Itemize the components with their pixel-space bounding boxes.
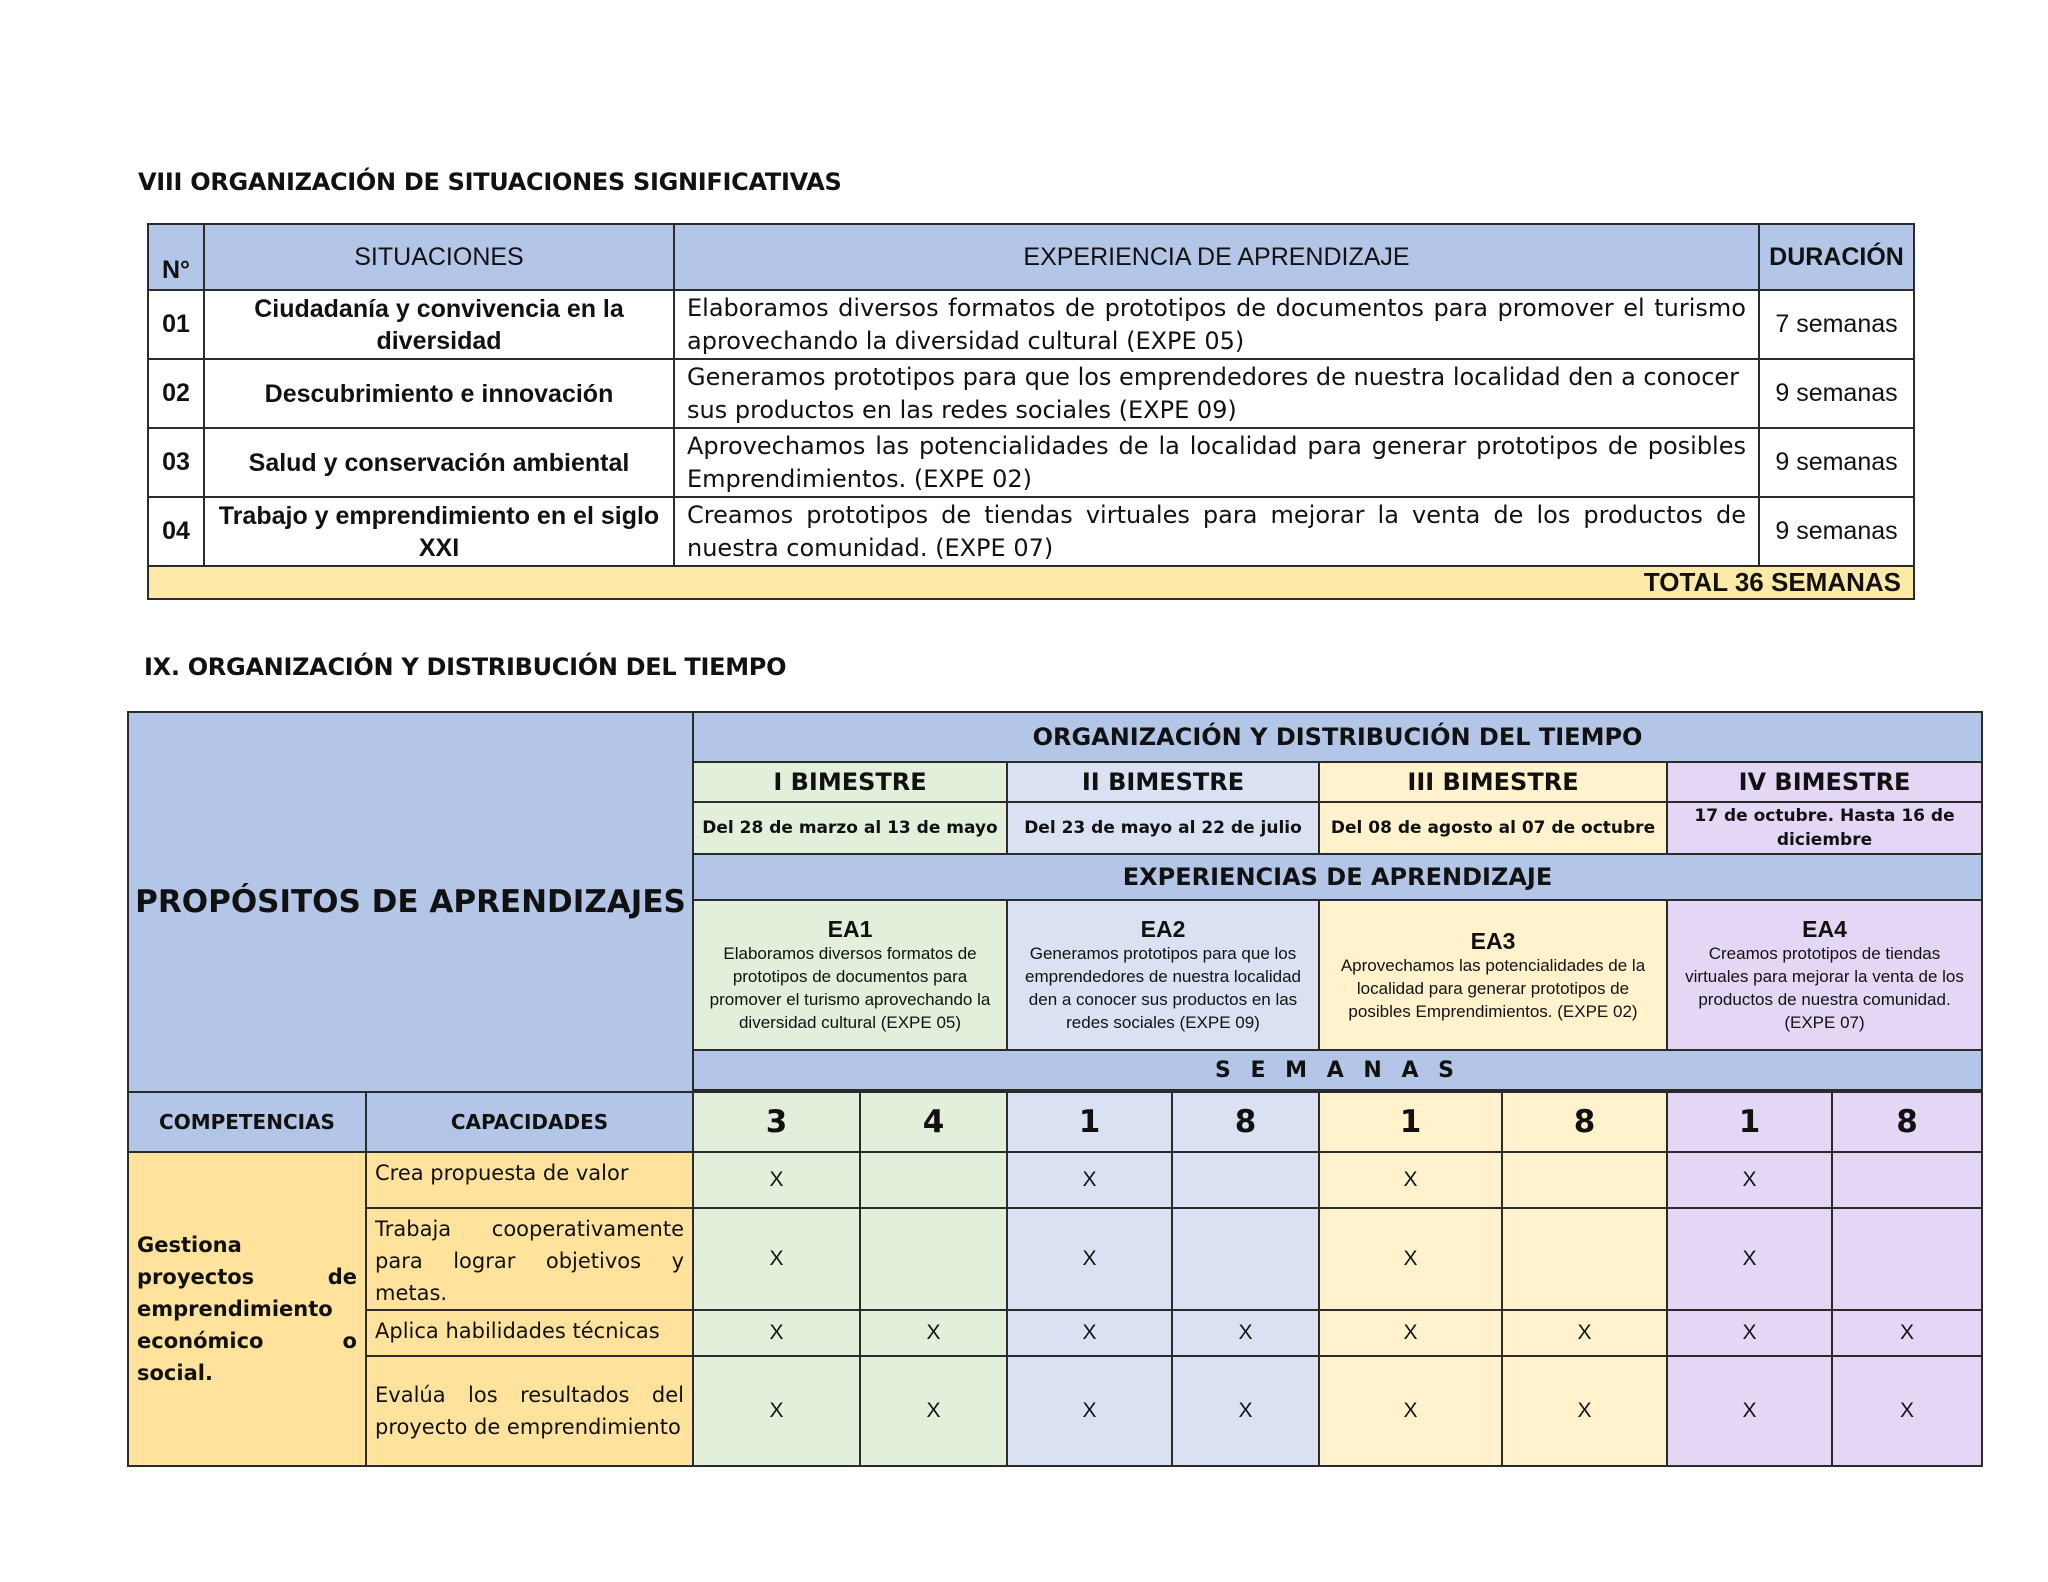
mark-cell	[1172, 1152, 1319, 1208]
week-cell: 1	[1667, 1092, 1832, 1152]
mark-cell: X	[1319, 1356, 1502, 1466]
row-number: 04	[148, 497, 204, 566]
week-cell: 4	[860, 1092, 1007, 1152]
mark-cell: X	[693, 1310, 860, 1356]
total-row	[148, 566, 1914, 599]
experiences-header: EXPERIENCIAS DE APRENDIZAJE	[693, 854, 1982, 900]
row-number: 02	[148, 359, 204, 428]
experience-text: Generamos prototipos para que los emprendedores de nuestra localidad den a conocer sus productos en las redes sociales (EXPE 09)	[674, 359, 1759, 428]
bimestre-2: II BIMESTRE	[1007, 762, 1319, 802]
total-weeks: TOTAL 36 SEMANAS	[148, 566, 1914, 599]
bimestre-3-dates: Del 08 de agosto al 07 de octubre	[1319, 802, 1667, 854]
mark-cell: X	[1832, 1310, 1982, 1356]
mark-cell: X	[1667, 1208, 1832, 1310]
mark-cell	[860, 1208, 1007, 1310]
capacity-row	[128, 1356, 1982, 1466]
experience-text: Aprovechamos las potencialidades de la localidad para generar prototipos de posibles Emprendimientos. (EXPE 02)	[674, 428, 1759, 497]
bimestre-1: I BIMESTRE	[693, 762, 1007, 802]
mark-cell	[1832, 1208, 1982, 1310]
capacity-row	[128, 1208, 1982, 1310]
mark-cell: X	[1007, 1356, 1172, 1466]
bimestre-4: IV BIMESTRE	[1667, 762, 1982, 802]
mark-cell: X	[1007, 1208, 1172, 1310]
bimestre-1-dates: Del 28 de marzo al 13 de mayo	[693, 802, 1007, 854]
mark-cell	[1832, 1152, 1982, 1208]
header-num: N°	[148, 224, 204, 290]
mark-cell: X	[693, 1208, 860, 1310]
situations-table	[147, 223, 1915, 600]
week-cell: 8	[1502, 1092, 1667, 1152]
header-situaciones: SITUACIONES	[204, 224, 674, 290]
mark-cell: X	[1319, 1310, 1502, 1356]
situation-name: Salud y conservación ambiental	[204, 428, 674, 497]
experience-text: Elaboramos diversos formatos de prototipos de documentos para promover el turismo aprovechando la diversidad cultural (EXPE 05)	[709, 944, 991, 1032]
duration: 9 semanas	[1759, 497, 1914, 566]
header-duracion: DURACIÓN	[1759, 224, 1914, 290]
experience-text: Aprovechamos las potencialidades de la localidad para generar prototipos de posibles Emprendimientos. (EXPE 02)	[1340, 955, 1646, 1021]
mark-cell	[1502, 1152, 1667, 1208]
mark-cell: X	[1007, 1152, 1172, 1208]
situation-name: Descubrimiento e innovación	[204, 359, 674, 428]
mark-cell: X	[1832, 1356, 1982, 1466]
week-cell: 8	[1832, 1092, 1982, 1152]
situation-name: Ciudadanía y convivencia en la diversidad	[204, 290, 674, 359]
week-cell: 1	[1319, 1092, 1502, 1152]
mark-cell	[1172, 1208, 1319, 1310]
bimestre-2-dates: Del 23 de mayo al 22 de julio	[1007, 802, 1319, 854]
table-row	[148, 359, 1914, 428]
mark-cell: X	[1319, 1208, 1502, 1310]
mark-cell: X	[1172, 1310, 1319, 1356]
competencia: Gestiona proyectos de emprendimiento económico o social.	[128, 1152, 366, 1466]
situations-header-row	[148, 224, 1914, 290]
experience-text: Generamos prototipos para que los emprendedores de nuestra localidad den a conocer sus productos en las redes sociales (EXPE 09)	[1025, 944, 1301, 1032]
week-cell: 8	[1172, 1092, 1319, 1152]
duration: 9 semanas	[1759, 359, 1914, 428]
experience-text: Creamos prototipos de tiendas virtuales para mejorar la venta de los productos de nuestra comunidad. (EXPE 07)	[1685, 944, 1964, 1032]
mark-cell: X	[1007, 1310, 1172, 1356]
experience-3	[1319, 900, 1667, 1050]
capacity-label: Crea propuesta de valor	[366, 1152, 693, 1208]
capacidades-header: CAPACIDADES	[366, 1092, 693, 1152]
weeks-header: S E M A N A S	[693, 1050, 1982, 1090]
mark-cell	[860, 1152, 1007, 1208]
experience-code: EA4	[1802, 916, 1847, 942]
week-cell: 1	[1007, 1092, 1172, 1152]
mark-cell: X	[1319, 1152, 1502, 1208]
experience-1	[693, 900, 1007, 1050]
row-number: 03	[148, 428, 204, 497]
duration: 9 semanas	[1759, 428, 1914, 497]
experience-code: EA3	[1470, 927, 1516, 954]
experience-code: EA1	[827, 916, 873, 942]
competencias-header: COMPETENCIAS	[128, 1092, 366, 1152]
bimestre-3: III BIMESTRE	[1319, 762, 1667, 802]
bimestre-4-dates: 17 de octubre. Hasta 16 de diciembre	[1667, 802, 1982, 854]
mark-cell: X	[693, 1152, 860, 1208]
mark-cell: X	[693, 1356, 860, 1466]
table-row	[148, 497, 1914, 566]
mark-cell: X	[1172, 1356, 1319, 1466]
mark-cell: X	[1667, 1152, 1832, 1208]
capacity-label: Trabaja cooperativamente para lograr objetivos y metas.	[366, 1208, 693, 1310]
section-9-title: IX. ORGANIZACIÓN Y DISTRIBUCIÓN DEL TIEMPO	[144, 653, 787, 681]
week-cell: 3	[693, 1092, 860, 1152]
experience-text: Creamos prototipos de tiendas virtuales para mejorar la venta de los productos de nuestra comunidad. (EXPE 07)	[674, 497, 1759, 566]
experience-2	[1007, 900, 1319, 1050]
section-8-title: VIII ORGANIZACIÓN DE SITUACIONES SIGNIFICATIVAS	[138, 168, 842, 196]
table-row	[148, 290, 1914, 359]
experience-code: EA2	[1140, 916, 1186, 942]
experience-4	[1667, 900, 1982, 1050]
capacity-label: Aplica habilidades técnicas	[366, 1310, 693, 1356]
experience-text: Elaboramos diversos formatos de prototipos de documentos para promover el turismo aprovechando la diversidad cultural (EXPE 05)	[674, 290, 1759, 359]
time-distribution-table	[127, 711, 1983, 1467]
header-experiencia: EXPERIENCIA DE APRENDIZAJE	[674, 224, 1759, 290]
table-row	[148, 428, 1914, 497]
capacity-row	[128, 1152, 1982, 1208]
mark-cell: X	[1502, 1310, 1667, 1356]
duration: 7 semanas	[1759, 290, 1914, 359]
mark-cell: X	[1667, 1310, 1832, 1356]
mark-cell: X	[1502, 1356, 1667, 1466]
weeks-row	[128, 1092, 1982, 1152]
row-number: 01	[148, 290, 204, 359]
capacity-label: Evalúa los resultados del proyecto de emprendimiento	[366, 1356, 693, 1466]
mark-cell	[1502, 1208, 1667, 1310]
capacity-row	[128, 1310, 1982, 1356]
mark-cell: X	[1667, 1356, 1832, 1466]
org-header: ORGANIZACIÓN Y DISTRIBUCIÓN DEL TIEMPO	[693, 712, 1982, 762]
purposes-header: PROPÓSITOS DE APRENDIZAJES	[128, 712, 693, 1092]
mark-cell: X	[860, 1310, 1007, 1356]
mark-cell: X	[860, 1356, 1007, 1466]
situation-name: Trabajo y emprendimiento en el siglo XXI	[204, 497, 674, 566]
